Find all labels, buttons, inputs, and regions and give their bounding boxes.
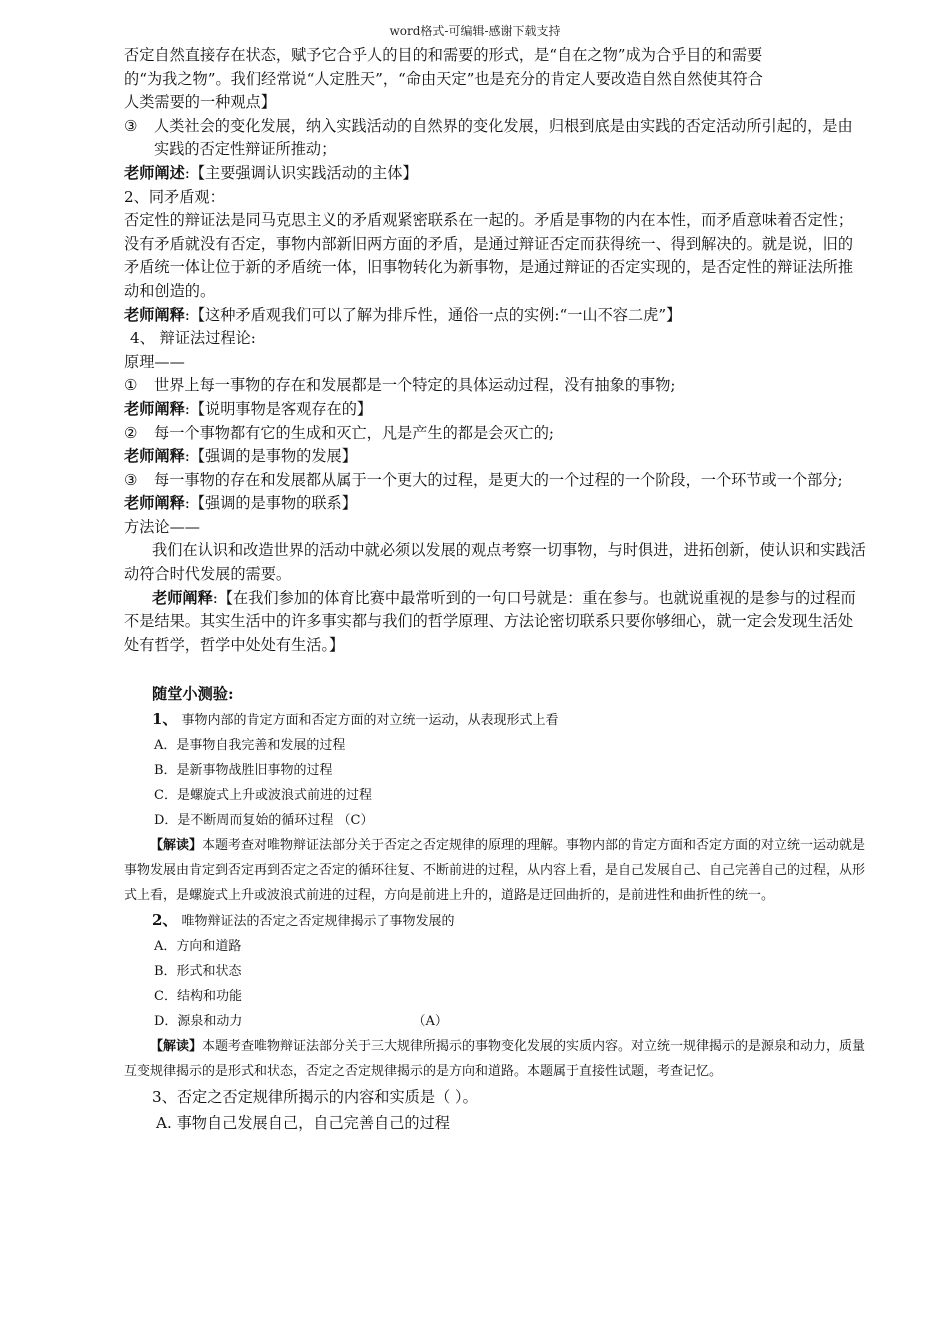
document-body — [124, 44, 866, 1136]
section-heading: 4、 辩证法过程论: — [130, 329, 256, 348]
explanation — [124, 833, 866, 908]
option-c: C．结构和功能 — [154, 989, 242, 1005]
option-a: A．是事物自我完善和发展的过程 — [154, 738, 346, 754]
option-d: D．是不断周而复始的循环过程 （C） — [154, 813, 374, 829]
option-d-text: D．源泉和动力 — [154, 1014, 243, 1030]
list-marker: ② — [124, 423, 138, 442]
teacher-note-text: :【主要强调认识实践活动的主体】 — [184, 163, 418, 182]
teacher-note — [124, 398, 866, 422]
option-a: A. 事物自己发展自己，自己完善自己的过程 — [156, 1114, 450, 1133]
spacer — [124, 657, 866, 681]
teacher-note-label: 老师阐释 — [124, 494, 185, 513]
list-item — [124, 469, 866, 493]
paragraph-line: 人类需要的一种观点】 — [124, 93, 276, 112]
option-a: A．方向和道路 — [154, 939, 242, 955]
explanation-text: 本题考查唯物辩证法部分关于三大规律所揭示的事物变化发展的实质内容。对立统一规律揭示的是源泉和动力，质量互变规律揭示的是形式和状态，否定之否定规律揭示的是方向和道路。本题属于直接性试题，考查记忆。 — [124, 1039, 866, 1080]
list-item — [124, 422, 866, 446]
section-heading: 2、同矛盾观： — [124, 187, 225, 206]
paragraph-line: 的“为我之物”。我们经常说“人定胜天”，“命由天定”也是充分的肯定人要改造自然自然使其符合 — [124, 69, 763, 88]
teacher-note-label: 老师阐述 — [124, 163, 185, 182]
paragraph: 我们在认识和改造世界的活动中就必须以发展的观点考察一切事物，与时俱进，进拓创新，使认识和实践活动符合时代发展的需要。 — [124, 541, 866, 584]
teacher-note-text: :【强调的是事物的联系】 — [184, 494, 357, 513]
paragraph: 否定性的辩证法是同马克思主义的矛盾观紧密联系在一起的。矛盾是事物的内在本性，而矛盾意味着否定性；没有矛盾就没有否定，事物内部新旧两方面的矛盾，是通过辩证否定而获得统一、得到解决的。就是说，旧的矛盾统一体让位于新的矛盾统一体，旧事物转化为新事物，是通过辩证的否定实现的，是否定性的辩证法所推动和创造的。 — [124, 211, 853, 300]
teacher-note — [124, 162, 866, 186]
paragraph-line: 否定自然直接存在状态，赋予它合乎人的目的和需要的形式，是“自在之物”成为合乎目的和需要 — [124, 46, 763, 64]
explanation-label: 【解读】 — [150, 838, 203, 854]
question-3: 3、否定之否定规律所揭示的内容和实质是（ ）。 — [152, 1088, 478, 1107]
quiz-title: 随堂小测验: — [152, 685, 234, 704]
list-item-text: 每一事物的存在和发展都从属于一个更大的过程，是更大的一个过程的一个阶段，一个环节或一个部分; — [154, 470, 843, 489]
explanation-label: 【解读】 — [150, 1039, 203, 1055]
teacher-note — [124, 587, 866, 658]
page-header: word格式-可编辑-感谢下载支持 — [389, 24, 561, 38]
list-item-text: 人类社会的变化发展，纳入实践活动的自然界的变化发展，归根到底是由实践的否定活动所引起的，是由实践的否定性辩证所推动； — [154, 116, 853, 159]
list-item — [124, 374, 866, 398]
list-item-text: 世界上每一事物的存在和发展都是一个特定的具体运动过程，没有抽象的事物; — [154, 376, 676, 395]
list-item-text: 每一个事物都有它的生成和灭亡，凡是产生的都是会灭亡的; — [154, 423, 554, 442]
subheading-methodology: 方法论—— — [124, 517, 200, 536]
teacher-note-text: :【这种矛盾观我们可以了解为排斥性，通俗一点的实例:“一山不容二虎”】 — [184, 305, 682, 324]
question-number: 1、 — [152, 710, 178, 729]
teacher-note-label: 老师阐释 — [124, 447, 185, 466]
teacher-note-text: :【说明事物是客观存在的】 — [184, 399, 373, 418]
explanation — [124, 1034, 866, 1084]
teacher-note — [124, 304, 866, 328]
option-b: B．是新事物战胜旧事物的过程 — [154, 763, 333, 779]
question-2 — [124, 908, 866, 934]
list-item — [124, 115, 866, 162]
option-d — [124, 1009, 866, 1034]
teacher-note — [124, 445, 866, 469]
list-marker: ③ — [124, 116, 138, 135]
teacher-note-label: 老师阐释 — [152, 588, 213, 607]
question-number: 2、 — [152, 911, 178, 930]
teacher-note-text: :【强调的是事物的发展】 — [184, 447, 357, 466]
teacher-note-label: 老师阐释 — [124, 399, 185, 418]
teacher-note-text: :【在我们参加的体育比赛中最常听到的一句口号就是：重在参与。也就说重视的是参与的过程而不是结果。其实生活中的许多事实都与我们的哲学原理、方法论密切联系只要你够细心，就一定会发现生活处处有哲学，哲学中处处有生活。】 — [124, 588, 856, 654]
list-marker: ③ — [124, 470, 138, 489]
explanation-text: 本题考查对唯物辩证法部分关于否定之否定规律的原理的理解。事物内部的肯定方面和否定方面的对立统一运动就是事物发展由肯定到否定再到否定之否定的循环往复、不断前进的过程，从内容上看，是自己发展自己、自己完善自己的过程，从形式上看，是螺旋式上升或波浪式前进的过程，方向是前进上升的，道路是迂回曲折的，是前进性和曲折性的统一。 — [124, 838, 866, 904]
question-text: 事物内部的肯定方面和否定方面的对立统一运动，从表现形式上看 — [181, 713, 559, 729]
question-1 — [124, 707, 866, 733]
question-text: 唯物辩证法的否定之否定规律揭示了事物发展的 — [181, 914, 455, 930]
teacher-note — [124, 492, 866, 516]
list-marker: ① — [124, 376, 138, 395]
answer: （A） — [412, 1014, 448, 1030]
teacher-note-label: 老师阐释 — [124, 305, 185, 324]
subheading-principle: 原理—— — [124, 352, 185, 371]
option-c: C．是螺旋式上升或波浪式前进的过程 — [154, 788, 372, 804]
option-b: B．形式和状态 — [154, 964, 242, 980]
